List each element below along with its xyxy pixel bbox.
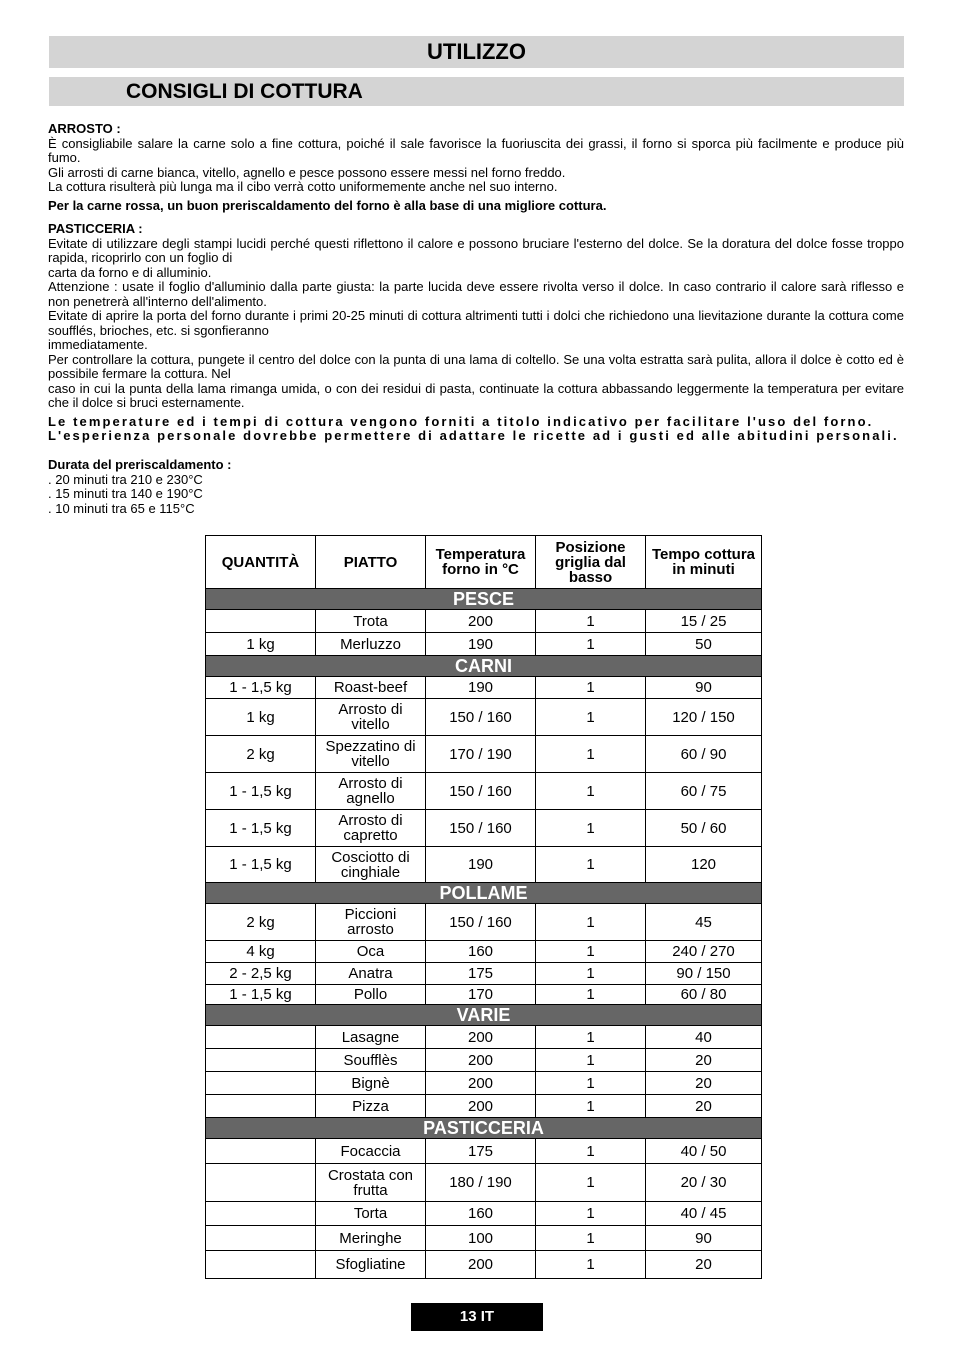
table-cell: 4 kg: [206, 941, 316, 963]
page-title: UTILIZZO: [49, 36, 904, 68]
table-cell: 1: [536, 736, 646, 773]
pasticceria-line: Evitate di utilizzare degli stampi lucidi perché questi riflettono il calore e possono bruciare l'esterno del dolce. Se la doratura del dolce fosse troppo rapida, ricoprirlo con un foglio di: [48, 235, 904, 265]
table-cell: [206, 1164, 316, 1202]
table-row: [206, 963, 762, 985]
section-label: CARNI: [206, 656, 762, 677]
table-cell: 20: [646, 1095, 762, 1118]
table-cell: Crostata con frutta: [316, 1164, 426, 1202]
column-header: QUANTITÀ: [206, 536, 316, 589]
table-cell: 1: [536, 1251, 646, 1279]
pasticceria-section: [48, 222, 904, 444]
table-row: [206, 610, 762, 633]
table-cell: 60 / 75: [646, 773, 762, 810]
table-cell: 45: [646, 904, 762, 941]
table-cell: 150 / 160: [426, 699, 536, 736]
table-cell: 2 kg: [206, 904, 316, 941]
table-cell: 1: [536, 904, 646, 941]
table-cell: 1 - 1,5 kg: [206, 773, 316, 810]
table-cell: 200: [426, 1049, 536, 1072]
arrosto-heading: ARROSTO :: [48, 121, 121, 136]
table-cell: 1: [536, 1049, 646, 1072]
arrosto-line: È consigliabile salare la carne solo a fine cottura, poiché il sale favorisce la fuoriuscita dei grassi, il forno si sporca più facilmente e produce più fumo.: [48, 135, 904, 165]
table-cell: 90: [646, 677, 762, 699]
arrosto-section: [48, 122, 904, 213]
pasticceria-line: Per controllare la cottura, pungete il centro del dolce con la punta di una lama di coltello. Se una volta estratta sarà pulita, allora il dolce è cotto ed è possibile fermare la cottura. Nel: [48, 351, 904, 381]
table-cell: 2 kg: [206, 736, 316, 773]
table-cell: 190: [426, 633, 536, 656]
section-row: [206, 883, 762, 904]
table-cell: 90: [646, 1226, 762, 1251]
table-cell: 1: [536, 941, 646, 963]
table-cell: 175: [426, 963, 536, 985]
table-row: [206, 1072, 762, 1095]
table-cell: 2 - 2,5 kg: [206, 963, 316, 985]
table-cell: 200: [426, 1251, 536, 1279]
table-cell: Trota: [316, 610, 426, 633]
table-cell: 1 - 1,5 kg: [206, 810, 316, 847]
table-row: [206, 736, 762, 773]
pasticceria-line: caso in cui la punta della lama rimanga umida, o con dei residui di pasta, continuate la cottura abbassando leggermente la temperatura per evitare che il dolce si bruci esternamente.: [48, 380, 904, 410]
table-cell: [206, 610, 316, 633]
column-header: PIATTO: [316, 536, 426, 589]
table-cell: 100: [426, 1226, 536, 1251]
table-cell: 1: [536, 1202, 646, 1226]
table-cell: 20: [646, 1072, 762, 1095]
table-cell: 240 / 270: [646, 941, 762, 963]
table-cell: 1: [536, 1026, 646, 1049]
table-cell: [206, 1226, 316, 1251]
table-cell: 180 / 190: [426, 1164, 536, 1202]
table-cell: 170: [426, 985, 536, 1005]
table-cell: 170 / 190: [426, 736, 536, 773]
table-cell: 50 / 60: [646, 810, 762, 847]
table-cell: [206, 1095, 316, 1118]
table-row: [206, 699, 762, 736]
table-row: [206, 1251, 762, 1279]
table-cell: Spezzatino di vitello: [316, 736, 426, 773]
preriscaldamento-heading: Durata del preriscaldamento :: [48, 457, 232, 472]
table-cell: [206, 1072, 316, 1095]
table-cell: Merluzzo: [316, 633, 426, 656]
table-cell: 1: [536, 847, 646, 883]
table-cell: 120: [646, 847, 762, 883]
table-cell: Focaccia: [316, 1139, 426, 1164]
pasticceria-heading: PASTICCERIA :: [48, 221, 143, 236]
table-cell: Piccioni arrosto: [316, 904, 426, 941]
table-cell: [206, 1202, 316, 1226]
table-cell: 1: [536, 1139, 646, 1164]
table-row: [206, 1202, 762, 1226]
table-cell: 1: [536, 773, 646, 810]
table-cell: Arrosto di agnello: [316, 773, 426, 810]
table-cell: 150 / 160: [426, 810, 536, 847]
table-header-row: [206, 536, 762, 589]
pasticceria-line: Attenzione : usate il foglio d'alluminio dalla parte giusta: la parte lucida deve essere rivolta verso il dolce. In caso contrario il calore sarà riflesso e non penetrerà all'interno dell'alimento.: [48, 279, 904, 309]
table-cell: 160: [426, 1202, 536, 1226]
table-row: [206, 677, 762, 699]
table-cell: 120 / 150: [646, 699, 762, 736]
preriscaldamento-item: . 15 minuti tra 140 e 190°C: [48, 486, 203, 501]
table-cell: 1: [536, 1164, 646, 1202]
table-cell: Pollo: [316, 985, 426, 1005]
table-cell: 1: [536, 985, 646, 1005]
table-body: [206, 589, 762, 1279]
section-label: PASTICCERIA: [206, 1118, 762, 1139]
preriscaldamento-item: . 20 minuti tra 210 e 230°C: [48, 471, 203, 487]
table-cell: Anatra: [316, 963, 426, 985]
table-cell: 40 / 45: [646, 1202, 762, 1226]
pasticceria-bold-note-2: L'esperienza personale dovrebbe permettere di adattare le ricette ad i gusti ed alle abitudini personali.: [48, 428, 899, 443]
table-cell: 1: [536, 699, 646, 736]
page-number: 13 IT: [411, 1303, 543, 1331]
table-cell: 60 / 90: [646, 736, 762, 773]
table-cell: 160: [426, 941, 536, 963]
table-cell: 1 - 1,5 kg: [206, 985, 316, 1005]
table-cell: Arrosto di vitello: [316, 699, 426, 736]
arrosto-line: La cottura risulterà più lunga ma il cibo verrà cotto uniformemente anche nel suo interno.: [48, 179, 558, 194]
table-cell: Soufflès: [316, 1049, 426, 1072]
table-cell: 20: [646, 1251, 762, 1279]
table-cell: Torta: [316, 1202, 426, 1226]
table-row: [206, 810, 762, 847]
preriscaldamento-item: . 10 minuti tra 65 e 115°C: [48, 500, 195, 516]
section-row: [206, 656, 762, 677]
table-cell: 1: [536, 1095, 646, 1118]
section-label: VARIE: [206, 1005, 762, 1026]
table-cell: 1: [536, 677, 646, 699]
table-cell: 200: [426, 1026, 536, 1049]
table-cell: 200: [426, 610, 536, 633]
table-cell: 1: [536, 1226, 646, 1251]
table-cell: 1 kg: [206, 633, 316, 656]
table-cell: 50: [646, 633, 762, 656]
table-cell: 1: [536, 610, 646, 633]
table-cell: 90 / 150: [646, 963, 762, 985]
pasticceria-bold-note-1: Le temperature ed i tempi di cottura vengono forniti a titolo indicativo per facilitare l'uso del forno.: [48, 413, 874, 429]
table-cell: Sfogliatine: [316, 1251, 426, 1279]
section-label: POLLAME: [206, 883, 762, 904]
table-cell: 175: [426, 1139, 536, 1164]
column-header: Temperatura forno in °C: [426, 536, 536, 589]
table-cell: 40: [646, 1026, 762, 1049]
table-cell: 1 kg: [206, 699, 316, 736]
table-cell: 150 / 160: [426, 904, 536, 941]
table-row: [206, 941, 762, 963]
table-cell: 1: [536, 1072, 646, 1095]
section-title: CONSIGLI DI COTTURA: [49, 77, 904, 106]
table-cell: 200: [426, 1072, 536, 1095]
table-cell: Oca: [316, 941, 426, 963]
table-cell: [206, 1026, 316, 1049]
table-cell: 1: [536, 633, 646, 656]
table-cell: 15 / 25: [646, 610, 762, 633]
table-cell: 1: [536, 810, 646, 847]
table-row: [206, 1095, 762, 1118]
pasticceria-line: carta da forno e di alluminio.: [48, 264, 212, 280]
table-cell: 200: [426, 1095, 536, 1118]
column-header: Posizione griglia dal basso: [536, 536, 646, 589]
table-row: [206, 1164, 762, 1202]
table-row: [206, 847, 762, 883]
table-cell: [206, 1139, 316, 1164]
table-cell: 40 / 50: [646, 1139, 762, 1164]
table-cell: 1: [536, 963, 646, 985]
table-cell: 20 / 30: [646, 1164, 762, 1202]
arrosto-bold-note: Per la carne rossa, un buon preriscaldamento del forno è alla base di una migliore cottura.: [48, 197, 607, 213]
table-row: [206, 773, 762, 810]
table-cell: 1 - 1,5 kg: [206, 847, 316, 883]
table-row: [206, 985, 762, 1005]
table-cell: [206, 1049, 316, 1072]
table-cell: Cosciotto di cinghiale: [316, 847, 426, 883]
table-row: [206, 633, 762, 656]
table-cell: Meringhe: [316, 1226, 426, 1251]
table-cell: Roast-beef: [316, 677, 426, 699]
table-row: [206, 1226, 762, 1251]
table-cell: [206, 1251, 316, 1279]
table-row: [206, 1049, 762, 1072]
table-cell: 190: [426, 677, 536, 699]
table-cell: Lasagne: [316, 1026, 426, 1049]
table-cell: 60 / 80: [646, 985, 762, 1005]
table-cell: 150 / 160: [426, 773, 536, 810]
section-row: [206, 1118, 762, 1139]
section-row: [206, 589, 762, 610]
section-label: PESCE: [206, 589, 762, 610]
table-cell: 190: [426, 847, 536, 883]
table-row: [206, 904, 762, 941]
section-row: [206, 1005, 762, 1026]
cooking-table: [205, 535, 762, 1279]
pasticceria-line: Evitate di aprire la porta del forno durante i primi 20-25 minuti di cottura altrimenti tutti i dolci che richiedono una lievitazione durante la cottura come soufflés, brioches, etc. si sgonfieranno: [48, 308, 904, 338]
table-cell: 1 - 1,5 kg: [206, 677, 316, 699]
pasticceria-line: immediatamente.: [48, 337, 148, 352]
preriscaldamento-section: [48, 458, 904, 516]
column-header: Tempo cottura in minuti: [646, 536, 762, 589]
table-cell: Pizza: [316, 1095, 426, 1118]
table-cell: Bignè: [316, 1072, 426, 1095]
table-cell: Arrosto di capretto: [316, 810, 426, 847]
table-cell: 20: [646, 1049, 762, 1072]
table-row: [206, 1139, 762, 1164]
table-row: [206, 1026, 762, 1049]
arrosto-line: Gli arrosti di carne bianca, vitello, agnello e pesce possono essere messi nel forno freddo.: [48, 164, 566, 180]
